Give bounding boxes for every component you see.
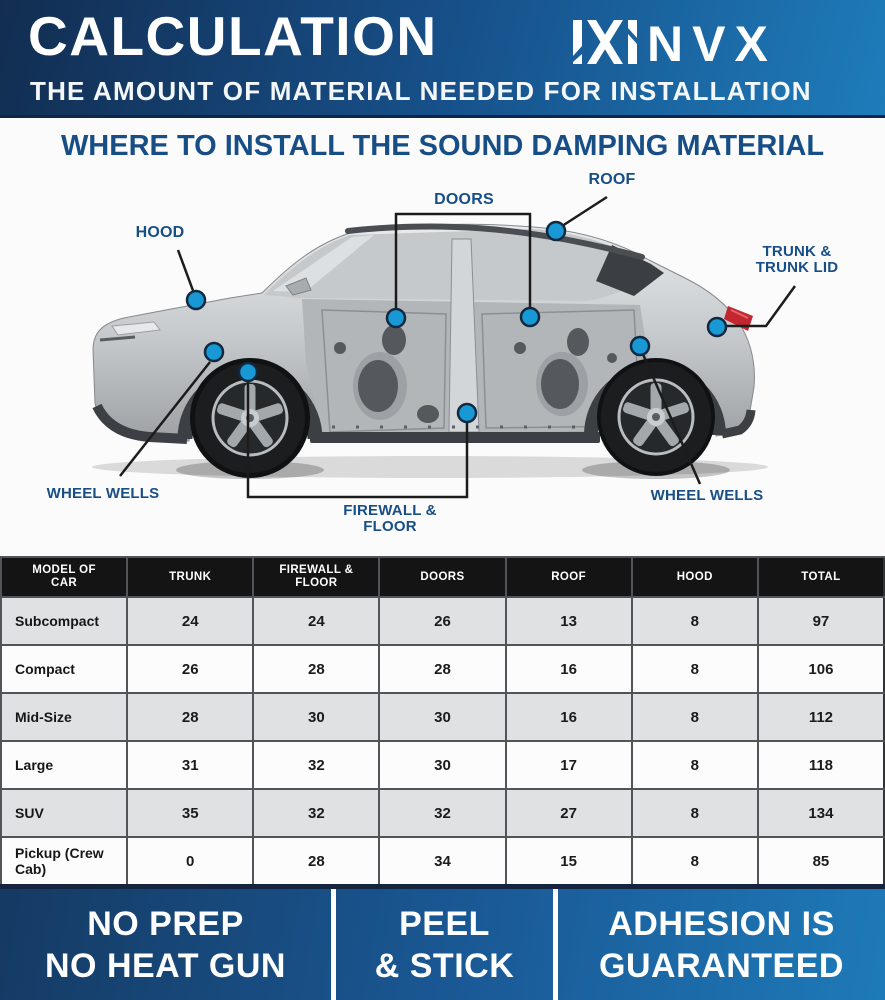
table-row [1, 693, 884, 741]
value-cell: 97 [758, 597, 884, 645]
value-cell: 30 [379, 741, 505, 789]
front-door-point-dot [387, 309, 405, 327]
header-subtitle: THE AMOUNT OF MATERIAL NEEDED FOR INSTALLATION [30, 76, 812, 106]
value-cell: 8 [632, 597, 758, 645]
value-cell: 13 [506, 597, 632, 645]
col-trunk: TRUNK [127, 557, 253, 597]
value-cell: 15 [506, 837, 632, 885]
footer-line: & STICK [374, 946, 515, 985]
rear-wheel-well-point-dot [631, 337, 649, 355]
footer-no-prep [0, 903, 331, 987]
value-cell: 28 [253, 645, 379, 693]
col-firewall-floor: FIREWALL & FLOOR [253, 557, 379, 597]
value-cell: 8 [632, 693, 758, 741]
value-cell: 112 [758, 693, 884, 741]
car-diagram [0, 118, 885, 556]
value-cell: 16 [506, 645, 632, 693]
label-doors: DOORS [434, 191, 494, 208]
model-cell: Compact [1, 645, 127, 693]
value-cell: 8 [632, 645, 758, 693]
label-hood: HOOD [135, 224, 185, 241]
value-cell: 30 [379, 693, 505, 741]
front-wheel-well-point-dot [205, 343, 223, 361]
value-cell: 26 [379, 597, 505, 645]
table-row [1, 645, 884, 693]
page-title: CALCULATION [28, 5, 438, 67]
firewall-front-point-dot [239, 363, 257, 381]
table-row [1, 597, 884, 645]
value-cell: 8 [632, 741, 758, 789]
col-total: TOTAL [758, 557, 884, 597]
value-cell: 8 [632, 837, 758, 885]
table-header-row [1, 557, 884, 597]
nvx-logo-text: NVX [647, 16, 777, 68]
value-cell: 28 [379, 645, 505, 693]
col-roof: ROOF [506, 557, 632, 597]
value-cell: 24 [253, 597, 379, 645]
value-cell: 28 [253, 837, 379, 885]
table-row [1, 837, 884, 885]
model-cell: Pickup (Crew Cab) [1, 837, 127, 885]
roof-point-dot [547, 222, 565, 240]
value-cell: 16 [506, 693, 632, 741]
value-cell: 30 [253, 693, 379, 741]
diagram-title: WHERE TO INSTALL THE SOUND DAMPING MATERIAL [60, 130, 825, 162]
trunk-point-dot [708, 318, 726, 336]
value-cell: 27 [506, 789, 632, 837]
value-cell: 32 [253, 789, 379, 837]
label-firewall-floor: FIREWALL & FLOOR [343, 502, 437, 535]
value-cell: 0 [127, 837, 253, 885]
col-doors: DOORS [379, 557, 505, 597]
value-cell: 34 [379, 837, 505, 885]
value-cell: 32 [379, 789, 505, 837]
footer-peel-stick [336, 903, 553, 987]
table-row [1, 741, 884, 789]
material-table-section [0, 556, 885, 884]
model-cell: Mid-Size [1, 693, 127, 741]
footer-line: NO HEAT GUN [45, 946, 286, 985]
label-roof: ROOF [588, 171, 636, 188]
col-hood: HOOD [632, 557, 758, 597]
value-cell: 17 [506, 741, 632, 789]
value-cell: 118 [758, 741, 884, 789]
footer-banner [0, 884, 885, 1000]
label-trunk: TRUNK & TRUNK LID [755, 243, 839, 276]
footer-line: ADHESION IS [608, 904, 835, 943]
nvx-logo-icon [573, 20, 637, 64]
rear-door-point-dot [521, 308, 539, 326]
model-cell: SUV [1, 789, 127, 837]
footer-adhesion [558, 903, 885, 987]
value-cell: 26 [127, 645, 253, 693]
nvx-brand-logo [571, 16, 861, 68]
header-banner [0, 0, 885, 118]
material-table [0, 556, 885, 886]
floor-point-dot [458, 404, 476, 422]
value-cell: 134 [758, 789, 884, 837]
value-cell: 28 [127, 693, 253, 741]
value-cell: 8 [632, 789, 758, 837]
value-cell: 24 [127, 597, 253, 645]
col-model: MODEL OF CAR [1, 557, 127, 597]
label-wheel-wells-right: WHEEL WELLS [650, 487, 764, 504]
model-cell: Subcompact [1, 597, 127, 645]
value-cell: 85 [758, 837, 884, 885]
footer-line: GUARANTEED [599, 946, 844, 985]
diagram-section [0, 118, 885, 556]
value-cell: 106 [758, 645, 884, 693]
hood-point-dot [187, 291, 205, 309]
value-cell: 31 [127, 741, 253, 789]
footer-line: PEEL [399, 904, 490, 943]
value-cell: 32 [253, 741, 379, 789]
footer-line: NO PREP [87, 904, 244, 943]
value-cell: 35 [127, 789, 253, 837]
label-wheel-wells-left: WHEEL WELLS [46, 485, 160, 502]
table-row [1, 789, 884, 837]
model-cell: Large [1, 741, 127, 789]
